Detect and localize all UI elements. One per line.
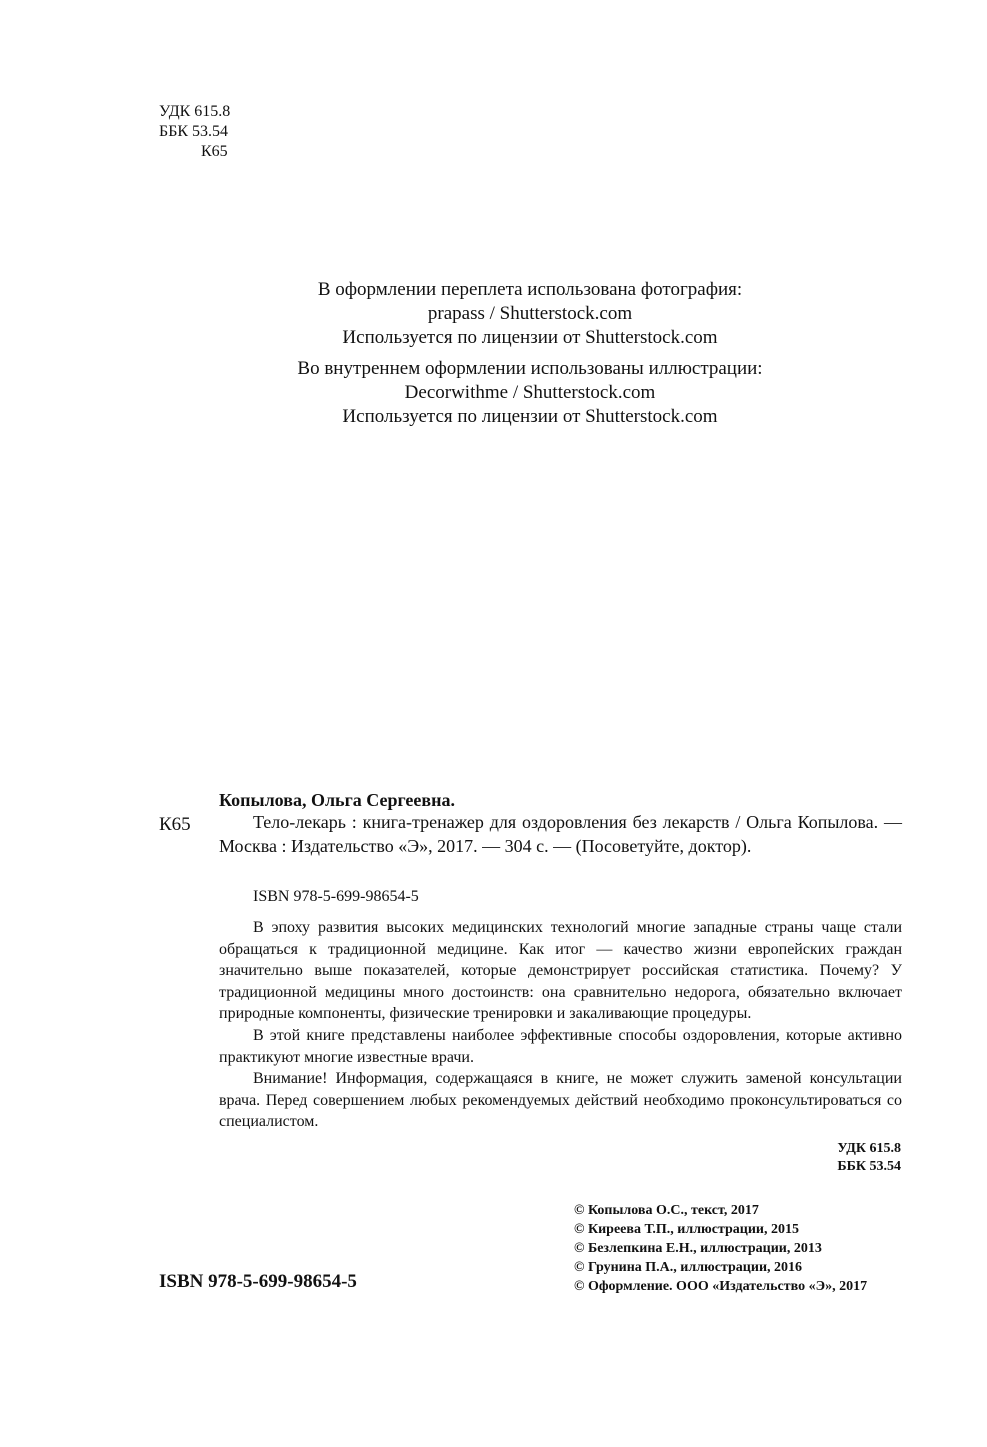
inner-credit-line-2: Decorwithme / Shutterstock.com — [404, 382, 656, 403]
abstract-paragraph-2: В этой книге представлены наиболее эффективные способы оздоровления, которые активно практикуют многие известные врачи. — [219, 1026, 902, 1066]
abstract-paragraph-3: Внимание! Информация, содержащаяся в книге, не может служить заменой консультации врача. Перед совершением любых рекомендуемых действий необходимо проконсультироваться со специалистом. — [219, 1070, 902, 1131]
cover-credit-line-1: В оформлении переплета использована фотография: — [317, 279, 743, 300]
copyright-line: © Грунина П.А., иллюстрации, 2016 — [574, 1260, 803, 1275]
inner-illustration-credit — [200, 357, 860, 429]
top-classification-codes — [159, 102, 230, 162]
copyright-line: © Оформление. ООО «Издательство «Э», 2017 — [574, 1279, 868, 1294]
cover-photo-credit — [200, 278, 860, 350]
abstract-paragraph-1: В эпоху развития высоких медицинских технологий многие западные страны чаще стали обращаться к традиционной медицине. Как итог — качество жизни европейских граждан значительно выше показателей, которые демонстрирует российская статистика. Почему? У традиционной медицины много достоинств: она сравнительно недорога, обязательно включает природные компоненты, физические тренировки и закаливающие процедуры. — [219, 919, 902, 1023]
cover-credit-line-2: prapass / Shutterstock.com — [427, 303, 633, 324]
copyright-line: © Киреева Т.П., иллюстрации, 2015 — [574, 1222, 799, 1237]
bottom-classification-codes — [837, 1140, 901, 1176]
udk-code-bottom: УДК 615.8 — [837, 1141, 901, 1156]
book-abstract — [219, 917, 902, 1133]
copyright-line: © Безлепкина Е.Н., иллюстрации, 2013 — [574, 1241, 822, 1256]
cover-credit-line-3: Используется по лицензии от Shutterstock.com — [342, 327, 718, 348]
inner-credit-line-3: Используется по лицензии от Shutterstock.com — [342, 406, 718, 427]
record-author: Копылова, Ольга Сергеевна. — [219, 790, 455, 810]
record-author-mark: К65 — [159, 814, 191, 835]
copyright-block — [574, 1201, 867, 1296]
udk-code-top: УДК 615.8 — [159, 103, 231, 120]
author-mark-top: К65 — [201, 143, 228, 160]
copyright-line: © Копылова О.С., текст, 2017 — [574, 1203, 759, 1218]
inner-credit-line-1: Во внутреннем оформлении использованы иллюстрации: — [297, 358, 763, 379]
bbk-code-bottom: ББК 53.54 — [837, 1159, 901, 1174]
record-isbn: ISBN 978-5-699-98654-5 — [253, 888, 419, 905]
bbk-code-top: ББК 53.54 — [159, 123, 229, 140]
main-isbn: ISBN 978-5-699-98654-5 — [159, 1271, 357, 1292]
record-description: Тело-лекарь : книга-тренажер для оздоровления без лекарств / Ольга Копылова. — Москва : Издательство «Э», 2017. — 304 с. — (Посоветуйте, доктор). — [219, 812, 902, 856]
